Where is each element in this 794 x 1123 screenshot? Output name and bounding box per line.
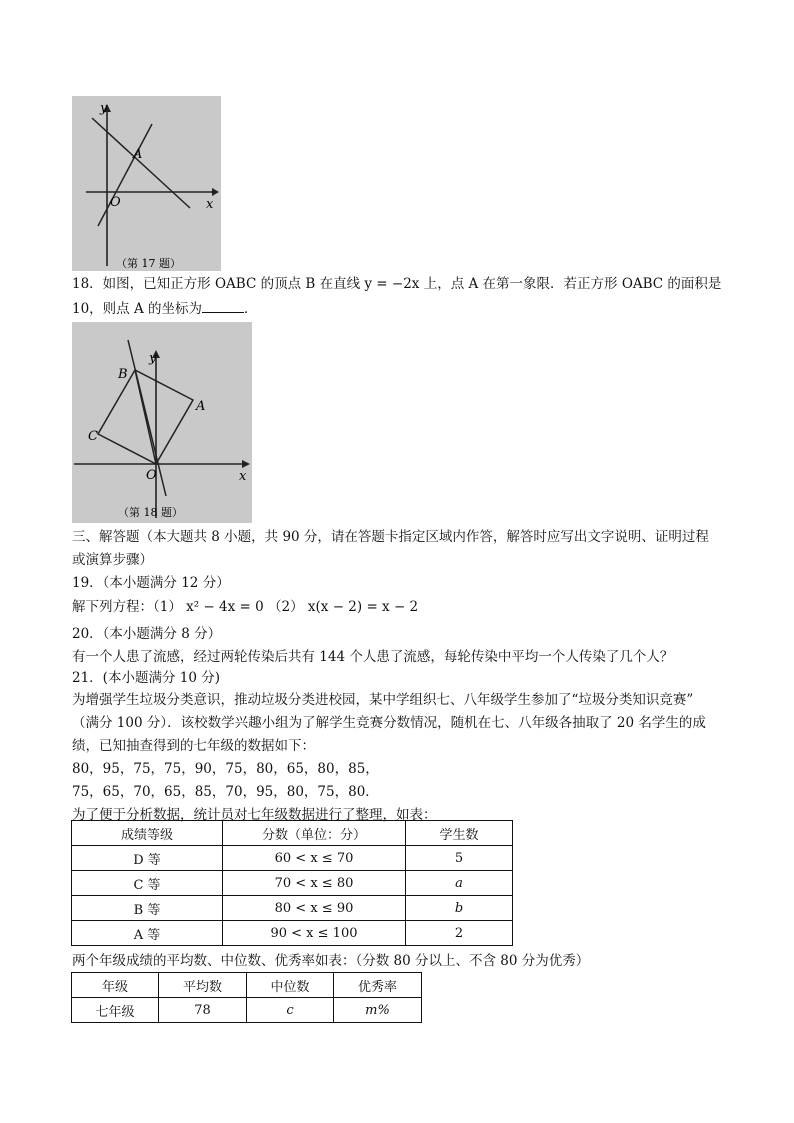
fig17-o-label: O (110, 195, 121, 210)
table-header-cell: 学生数 (406, 821, 513, 846)
table-cell: 2 (406, 921, 513, 946)
q21-paragraph-4: 为了便于分析数据，统计员对七年级数据进行了整理，如表： (72, 807, 437, 823)
fig17-a-label: A (133, 147, 143, 162)
table-row (72, 998, 422, 1023)
table-cell: m% (334, 998, 422, 1023)
table-row (72, 921, 513, 946)
fig17-y-label: y (100, 101, 108, 116)
fig18-o-label: O (146, 468, 157, 483)
table-row (72, 846, 513, 871)
fig18-x-arrow (242, 460, 250, 468)
fig18-c-label: C (88, 429, 98, 444)
fig17-line-1 (98, 124, 152, 226)
q21-paragraph-2: （满分 100 分）．该校数学兴趣小组为了解学生竞赛分数情况，随机在七、八年级各抽取了 20 名学生的成 (72, 715, 706, 731)
table-header-cell: 平均数 (159, 973, 247, 998)
table-cell: c (247, 998, 334, 1023)
table-cell: 七年级 (72, 998, 159, 1023)
q19-head: 19．（本小题满分 12 分） (72, 575, 230, 591)
table-cell: C 等 (72, 871, 223, 896)
table-header-row (72, 973, 422, 998)
q21-data-line-1: 80，95，75，75，90，75，80，65，80，85， (72, 761, 379, 777)
table-cell: 5 (406, 846, 513, 871)
table-cell: 78 (159, 998, 247, 1023)
answer-blank (202, 298, 244, 313)
q20-head: 20．（本小题满分 8 分） (72, 626, 222, 642)
q21-paragraph-5: 两个年级成绩的平均数、中位数、优秀率如表：（分数 80 分以上、不含 80 分为优秀） (72, 953, 590, 969)
figure-17 (72, 96, 221, 271)
figure-18 (72, 322, 252, 523)
table-cell: D 等 (72, 846, 223, 871)
fig18-x-label: x (239, 469, 247, 484)
fig18-y-label: y (149, 351, 157, 366)
summary-stats-table (71, 972, 422, 1023)
table-header-cell: 优秀率 (334, 973, 422, 998)
q20-body: 有一个人患了流感，经过两轮传染后共有 144 个人患了流感，每轮传染中平均一个人传染了几个人？ (72, 649, 674, 665)
fig17-caption: （第 17 题） (116, 257, 181, 270)
q21-paragraph-1: 为增强学生垃圾分类意识，推动垃圾分类进校园，某中学组织七、八年级学生参加了“垃圾分类知识竞赛” (72, 692, 694, 708)
fig18-diagonal-ob (135, 370, 156, 464)
q19-body: 解下列方程：（1） x² − 4x = 0 （2） x(x − 2) = x − 2 (72, 599, 419, 615)
q18-line-2 (72, 298, 258, 319)
q18-line-2-end: ． (244, 301, 258, 317)
fig18-b-label: B (118, 367, 128, 382)
fig17-x-arrow (212, 188, 219, 196)
q21-data-line-2: 75，65，70，65，85，70，95，80，75，80． (72, 784, 379, 800)
section-3-line-1: 三、解答题（本大题共 8 小题，共 90 分，请在答题卡指定区域内作答，解答时应写出文字说明、证明过程 (72, 529, 709, 545)
q18-line-2-text: 10，则点 A 的坐标为 (72, 301, 203, 317)
table-header-cell: 年级 (72, 973, 159, 998)
q21-paragraph-3: 绩，已知抽查得到的七年级的数据如下： (72, 738, 315, 754)
q21-head: 21．(本小题满分 10 分) (72, 670, 220, 686)
table-cell: 80 < x ≤ 90 (223, 896, 406, 921)
section-3-line-2: 或演算步骤） (72, 552, 153, 568)
table-header-cell: 中位数 (247, 973, 334, 998)
table-cell: 90 < x ≤ 100 (223, 921, 406, 946)
table-cell: 70 < x ≤ 80 (223, 871, 406, 896)
fig17-x-label: x (206, 197, 214, 212)
figure-17-graph (72, 96, 221, 271)
table-row (72, 871, 513, 896)
q18-line-1: 18．如图，已知正方形 OABC 的顶点 B 在直线 y = −2x 上，点 A 在第一象限．若正方形 OABC 的面积是 (72, 276, 722, 292)
figure-18-graph (72, 322, 252, 523)
fig18-a-label: A (196, 399, 206, 414)
table-cell: a (406, 871, 513, 896)
table-cell: B 等 (72, 896, 223, 921)
table-cell: b (406, 896, 513, 921)
table-header-cell: 成绩等级 (72, 821, 223, 846)
fig18-caption: （第 18 题） (118, 506, 183, 519)
table-row (72, 896, 513, 921)
table-cell: A 等 (72, 921, 223, 946)
grade-distribution-table (71, 820, 513, 946)
table-header-cell: 分数（单位：分） (223, 821, 406, 846)
table-cell: 60 < x ≤ 70 (223, 846, 406, 871)
table-header-row (72, 821, 513, 846)
